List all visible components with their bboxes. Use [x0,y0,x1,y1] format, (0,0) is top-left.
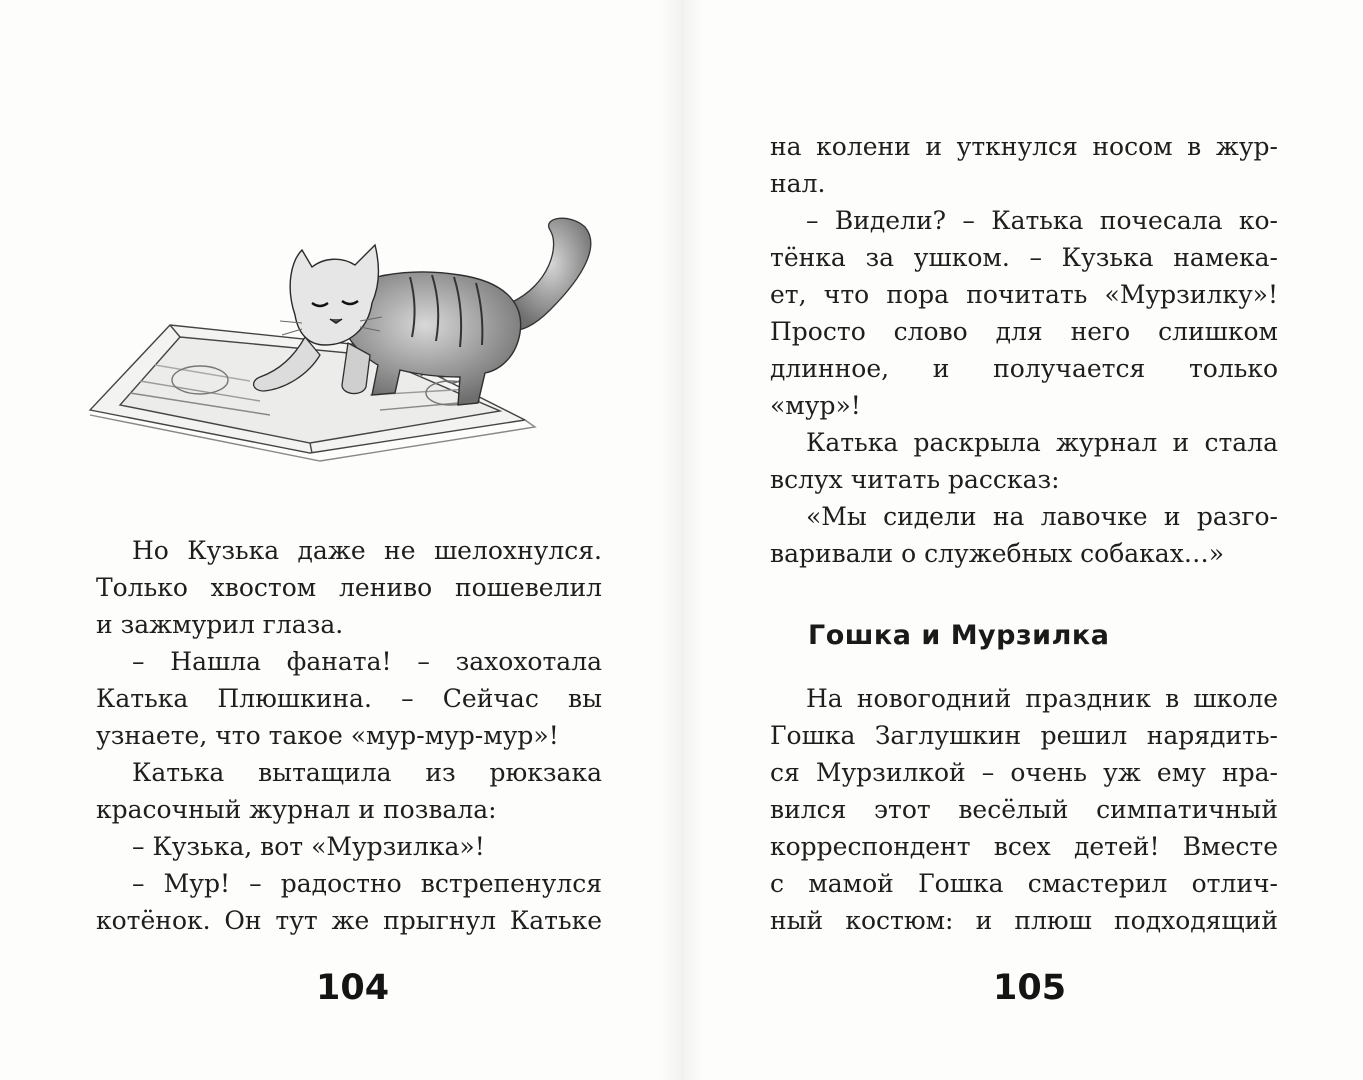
paragraph [770,424,1278,498]
text-line: и зажмурил глаза. [96,610,344,639]
paragraph [770,680,1278,939]
paragraph [96,532,602,643]
right-page-text-bottom [770,680,1278,939]
paragraph [96,643,602,754]
text-line: с мамой Гошка смастерил отлич- [770,869,1278,898]
paragraph [96,828,602,865]
text-line: Только хвостом лениво пошевелил [96,573,602,602]
left-page-text [96,532,602,939]
paragraph [96,865,602,939]
chapter-title: Гошка и Мурзилка [808,620,1110,651]
text-line: Просто слово для него слишком [770,317,1278,346]
paragraph [770,202,1278,424]
text-line: Гошка Заглушкин решил нарядить- [770,721,1278,750]
book-gutter [660,0,704,1080]
right-page-text-top [770,128,1278,572]
kitten-on-magazine-illustration [80,205,620,470]
paragraph [770,498,1278,572]
text-line: вился этот весёлый симпатичный [770,795,1278,824]
text-line: – Мур! – радостно встрепенулся [132,869,602,898]
text-line: узнаете, что такое «мур-мур-мур»! [96,721,559,750]
text-line: «мур»! [770,391,861,420]
page-number-left: 104 [316,968,390,1008]
page-number-right: 105 [993,968,1067,1008]
text-line: – Кузька, вот «Мурзилка»! [132,832,485,861]
text-line: на колени и уткнулся носом в жур- [770,132,1278,161]
text-line: вслух читать рассказ: [770,465,1060,494]
text-line: – Видели? – Катька почесала ко- [806,206,1278,235]
text-line: длинное, и получается только [770,354,1278,383]
text-line: тёнка за ушком. – Кузька намека- [770,243,1278,272]
text-line: ный костюм: и плюш подходящий [770,906,1278,935]
text-line: «Мы сидели на лавочке и разго- [806,502,1278,531]
text-line: ет, что пора почитать «Мурзилку»! [770,280,1278,309]
text-line: нал. [770,169,826,198]
text-line: – Нашла фаната! – захохотала [132,647,602,676]
text-line: ся Мурзилкой – очень уж ему нра- [770,758,1278,787]
text-line: корреспондент всех детей! Вместе [770,832,1278,861]
text-line: варивали о служебных собаках…» [770,539,1225,568]
paragraph [96,754,602,828]
paragraph [770,128,1278,202]
text-line: Катька раскрыла журнал и стала [806,428,1278,457]
text-line: Но Кузька даже не шелохнулся. [132,536,602,565]
text-line: На новогодний праздник в школе [806,684,1278,713]
text-line: котёнок. Он тут же прыгнул Катьке [96,906,602,935]
text-line: Катька Плюшкина. – Сейчас вы [96,684,602,713]
text-line: Катька вытащила из рюкзака [132,758,602,787]
text-line: красочный журнал и позвала: [96,795,497,824]
